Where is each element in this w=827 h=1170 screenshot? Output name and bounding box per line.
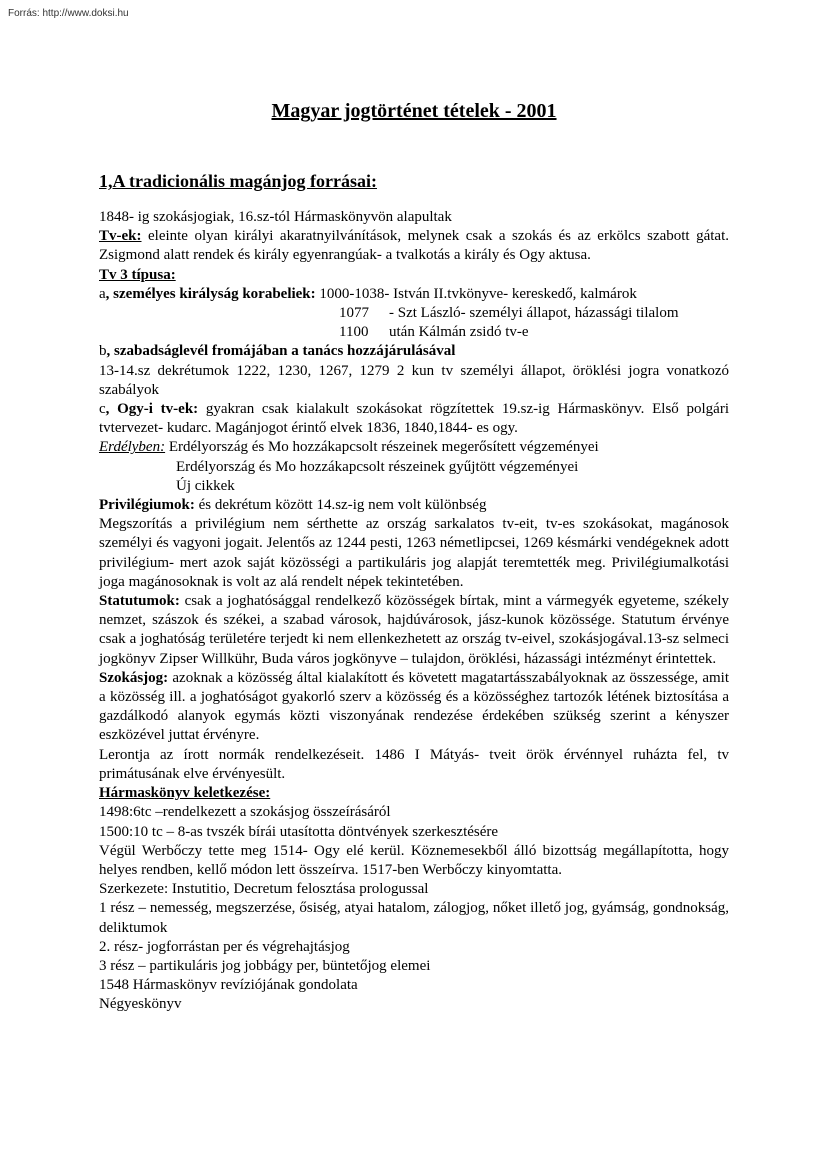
row-text: - Szt László- személyi állapot, házassági tilalom (389, 305, 679, 322)
indented-line: Új cikkek (176, 477, 235, 494)
paragraph-erdely (99, 438, 729, 457)
paragraph-privilegium (99, 496, 729, 515)
paragraph: 3 rész – partikuláris jog jobbágy per, büntetőjog elemei (99, 957, 431, 974)
chronology-row (99, 304, 729, 323)
term-label: , Ogy-i tv-ek: (105, 401, 199, 418)
paragraph: Szerkezete: Instutitio, Decretum felosztása prologussal (99, 881, 429, 898)
term-text: gyakran csak kialakult szokásokat rögzítettek 19.sz-ig Hármaskönyv. Első polgári tvtervezet- kudarc. Magánjogot érintő elvek 1836, 1840,1844- es ogy. (99, 401, 729, 437)
section-heading: 1,A tradicionális magánjog forrásai: (99, 171, 377, 191)
list-letter: a (99, 285, 106, 302)
paragraph-szokasjog (99, 669, 729, 746)
list-letter: b (99, 343, 107, 360)
paragraph: 13-14.sz dekrétumok 1222, 1230, 1267, 1279 2 kun tv személyi állapot, öröklési jogra vonatkozó szabályok (99, 362, 729, 398)
term-text: csak a joghatósággal rendelkező közösségek bírtak, mint a vármegyék egyeteme, székely nemzet, szászok és székei, a szabad városok, hajdúvárosok, jász-kunok közössége. Statutum érvénye csak a joghatóság területére terjedt ki nem ellenkezhetett az ország tv-eivel, szokásjogával.13-sz selmeci jogkönyv Zipser Willkühr, Buda város jogkönyve – tulajdon, öröklési, házassági intézményt érintettek. (99, 593, 729, 667)
paragraph: 1548 Hármaskönyv revíziójának gondolata (99, 977, 358, 994)
chronology-row (99, 323, 729, 342)
paragraph: Négyeskönyv (99, 996, 182, 1013)
paragraph: 2. rész- jogforrástan per és végrehajtásjog (99, 938, 350, 955)
term-text: azoknak a közösség által kialakított és követett magatartásszabályoknak az összessége, amit a közösség ill. a joghatóságot gyakorló szerv a közösség és a közösséghez tartozók létének biztosítása a gazdálkodó alanyok egymás közti viszonyának rendezése érdekében szükség szerint a kényszer eszközével juttat érvényre. (99, 669, 729, 744)
year: 1100 (339, 324, 369, 341)
subheading: Hármaskönyv keletkezése: (99, 785, 271, 802)
paragraph-c (99, 400, 729, 438)
paragraph: 1498:6tc –rendelkezett a szokásjog összeírásáról (99, 804, 391, 821)
term-text: Erdélyország és Mo hozzákapcsolt részeinek megerősített végzeményei (165, 439, 599, 456)
term-label: Privilégiumok: (99, 497, 195, 514)
list-letter: c (99, 401, 106, 418)
term-label: Szokásjog: (99, 669, 169, 686)
paragraph-tvek (99, 227, 729, 265)
subheading: Tv 3 típusa: (99, 266, 176, 283)
source-url: Forrás: http://www.doksi.hu (8, 8, 129, 19)
term-label: , személyes királyság korabeliek: (105, 285, 316, 302)
document-title: Magyar jogtörténet tételek - 2001 (271, 100, 557, 122)
term-label: Erdélyben: (99, 439, 166, 456)
paragraph: 1 rész – nemesség, megszerzése, ősiség, atyai hatalom, zálogjog, nőket illető jog, gyámság, gondnokság, deliktumok (99, 900, 729, 936)
paragraph-statutum (99, 592, 729, 669)
paragraph-a (99, 285, 729, 304)
term-text: és dekrétum között 14.sz-ig nem volt különbség (194, 497, 487, 514)
term-label: Tv-ek: (99, 228, 142, 245)
paragraph: 1848- ig szokásjogiak, 16.sz-tól Hármaskönyvön alapultak (99, 209, 452, 225)
document-body (99, 208, 729, 1015)
paragraph: Végül Werbőczy tette meg 1514- Ogy elé kerül. Köznemesekből álló bizottság megállapította, hogy helyes rendben, kellő módon lett összeírva. 1517-ben Werbőczy kinyomtatta. (99, 842, 729, 878)
paragraph: Megszorítás a privilégium nem sérthette az ország sarkalatos tv-eit, tv-es szokásokat, magánosok személyi és vagyoni jogait. Jelentős az 1244 pesti, 1263 németlipcsei, 1269 késmárki vendégeknek adott privilégium- mert azok saját közösségi a partikuláris jog alapját teremtették meg. Privilégiumalkotási joga magánosoknak is volt az alá rendelt népek tekintetében. (99, 516, 729, 590)
term-text: 1000-1038- István II.tvkönyve- kereskedő, kalmárok (315, 285, 637, 302)
term-text: eleinte olyan királyi akaratnyilvánítások, melynek csak a szokás és az erkölcs szabott gátat. Zsigmond alatt rendek és király egyenrangúak- a tvalkotás a király és Ogy aktusa. (99, 228, 729, 264)
paragraph: Lerontja az írott normák rendelkezéseit. 1486 I Mátyás- tveit örök érvénnyel ruházta fel, tv primátusának elve érvényesült. (99, 746, 729, 782)
term-label: Statutumok: (99, 593, 180, 610)
paragraph: 1500:10 tc – 8-as tvszék bírái utasította döntvények szerkesztésére (99, 823, 499, 840)
term-label: , szabadságlevél fromájában a tanács hozzájárulásával (106, 343, 456, 360)
row-text: után Kálmán zsidó tv-e (389, 324, 529, 341)
year: 1077 (339, 305, 369, 322)
indented-line: Erdélyország és Mo hozzákapcsolt részeinek gyűjtött végzeményei (176, 458, 579, 475)
paragraph-b (99, 342, 729, 361)
